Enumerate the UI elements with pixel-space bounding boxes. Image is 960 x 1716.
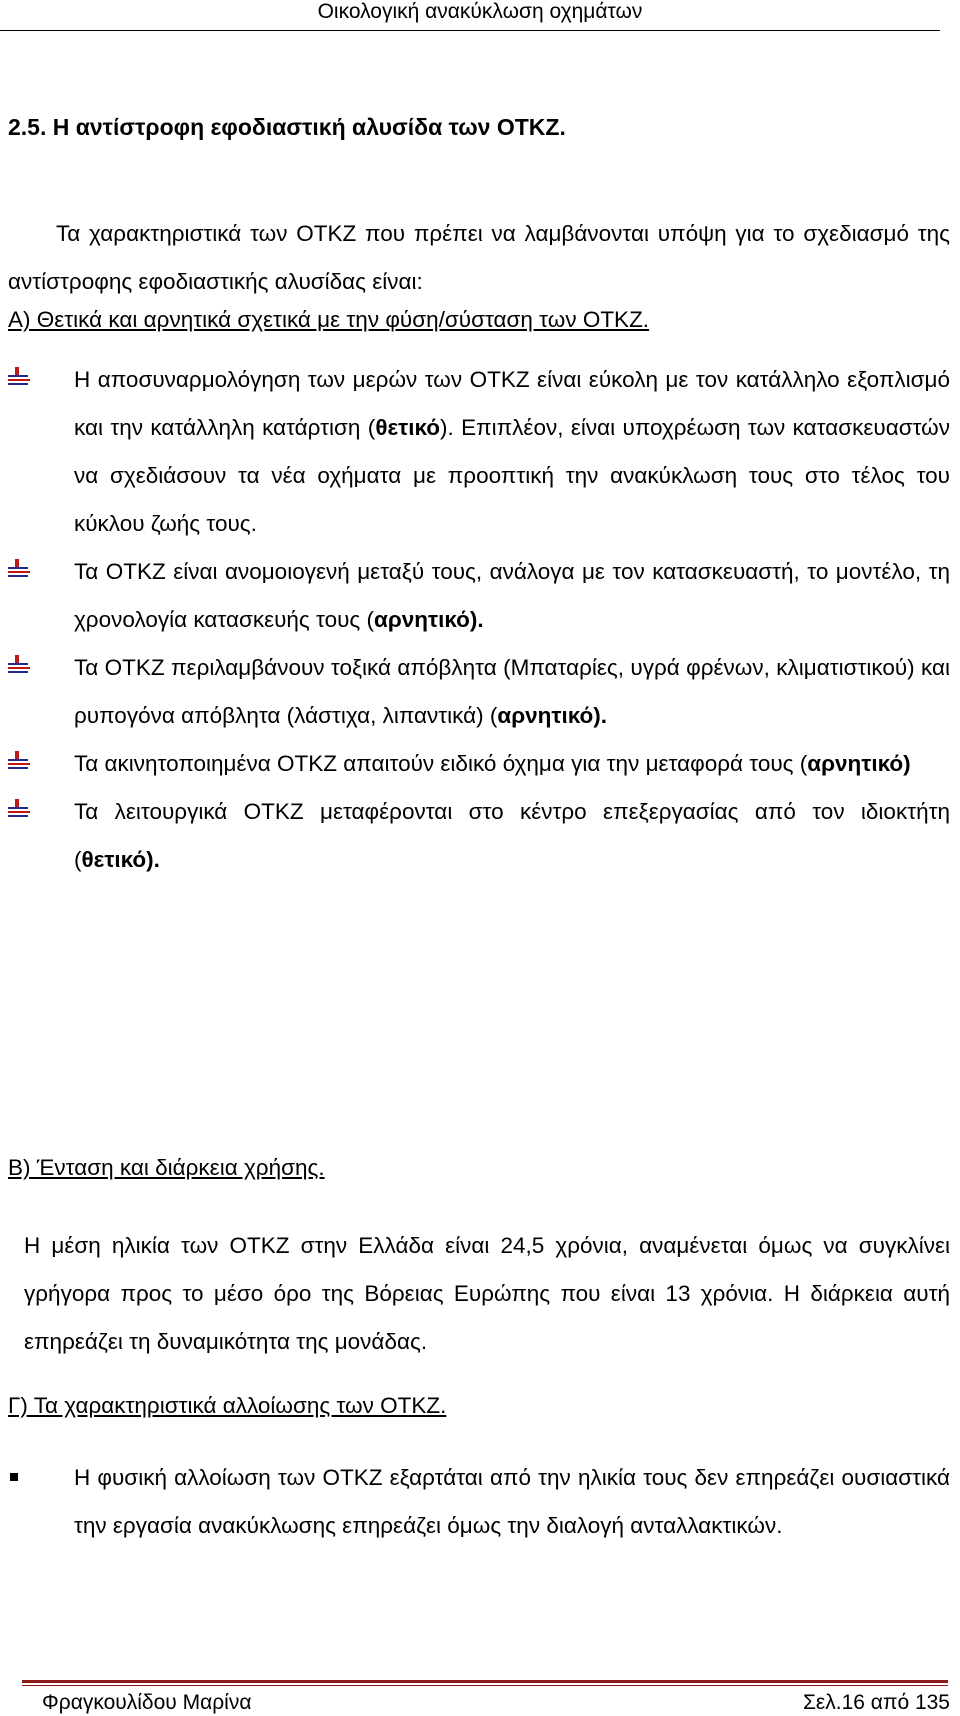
list-item-text: Τα λειτουργικά ΟΤΚΖ μεταφέρονται στο κέντρο επεξεργασίας από τον ιδιοκτήτη ( — [74, 799, 950, 872]
part-a-heading: Α) Θετικά και αρνητικά σχετικά με την φύση/σύσταση των ΟΤΚΖ. — [8, 307, 650, 332]
footer-rule-thick — [22, 1680, 948, 1683]
running-header-title: Οικολογική ανακύκλωση οχημάτων — [317, 0, 643, 23]
list-item-text: Τα ΟΤΚΖ είναι ανομοιογενή μεταξύ τους, ανάλογα με τον κατασκευαστή, το μοντέλο, τη χρονολογία κατασκευής τους ( — [74, 559, 950, 632]
list-item-bold: θετικό). — [81, 847, 160, 872]
list-item-text: Η αποσυναρμολόγηση των μερών των ΟΤΚΖ είναι εύκολη με τον κατάλληλο εξοπλισμό και την κατάλληλη κατάρτιση ( — [74, 367, 950, 440]
list-item-bold: αρνητικό). — [497, 703, 607, 728]
list-item — [0, 356, 950, 548]
footer-author: Φραγκουλίδου Μαρίνα — [42, 1691, 252, 1714]
list-item-text: Τα ΟΤΚΖ περιλαμβάνουν τοξικά απόβλητα (Μπαταρίες, υγρά φρένων, κλιματιστικού) και ρυπογόνα απόβλητα (λάστιχα, λιπαντικά) ( — [74, 655, 950, 728]
list-item-bold: αρνητικό). — [374, 607, 484, 632]
list-item-after: ). Επιπλέον, είναι υποχρέωση των κατασκευαστών να σχεδιάσουν τα νέα οχήματα με προοπτική την ανακύκλωση τους στο τέλος του κύκλου ζωής τους. — [74, 415, 950, 536]
stacked-arrow-bullet-icon — [8, 559, 30, 579]
part-b-paragraph: Η μέση ηλικία των ΟΤΚΖ στην Ελλάδα είναι 24,5 χρόνια, αναμένεται όμως να συγκλίνει γρήγορα προς το μέσο όρο της Βόρειας Ευρώπης που είναι 13 χρόνια. Η διάρκεια αυτή επηρεάζει τη δυναμικότητα της μονάδας. — [24, 1233, 950, 1354]
section-title: 2.5. Η αντίστροφη εφοδιαστική αλυσίδα των ΟΤΚΖ. — [8, 114, 566, 140]
list-item-text: Τα ακινητοποιημένα ΟΤΚΖ απαιτούν ειδικό όχημα για την μεταφορά τους ( — [74, 751, 808, 776]
list-item-bold: θετικό — [375, 415, 440, 440]
square-bullet-icon — [10, 1473, 18, 1481]
footer-page-number: Σελ.16 από 135 — [802, 1691, 950, 1714]
list-item-bold: αρνητικό) — [807, 751, 911, 776]
stacked-arrow-bullet-icon — [8, 655, 30, 675]
footer-rule-thin — [22, 1685, 948, 1686]
stacked-arrow-bullet-icon — [8, 751, 30, 771]
list-item-text: Η φυσική αλλοίωση των ΟΤΚΖ εξαρτάται από την ηλικία τους δεν επηρεάζει ουσιαστικά την εργασία ανακύκλωσης επηρεάζει όμως την διαλογή ανταλλακτικών. — [74, 1465, 950, 1538]
part-a-list — [0, 356, 950, 884]
header-rule — [0, 30, 940, 31]
part-b-heading: Β) Ένταση και διάρκεια χρήσης. — [8, 1155, 325, 1180]
stacked-arrow-bullet-icon — [8, 799, 30, 819]
list-item — [0, 644, 950, 740]
part-c-heading: Γ) Τα χαρακτηριστικά αλλοίωσης των ΟΤΚΖ. — [8, 1393, 447, 1418]
list-item — [0, 788, 950, 884]
list-item — [0, 1454, 950, 1550]
part-c-list — [0, 1454, 950, 1550]
stacked-arrow-bullet-icon — [8, 367, 30, 387]
intro-paragraph: Τα χαρακτηριστικά των ΟΤΚΖ που πρέπει να λαμβάνονται υπόψη για το σχεδιασμό της αντίστροφης εφοδιαστικής αλυσίδας είναι: — [8, 221, 950, 294]
list-item — [0, 740, 950, 788]
list-item — [0, 548, 950, 644]
